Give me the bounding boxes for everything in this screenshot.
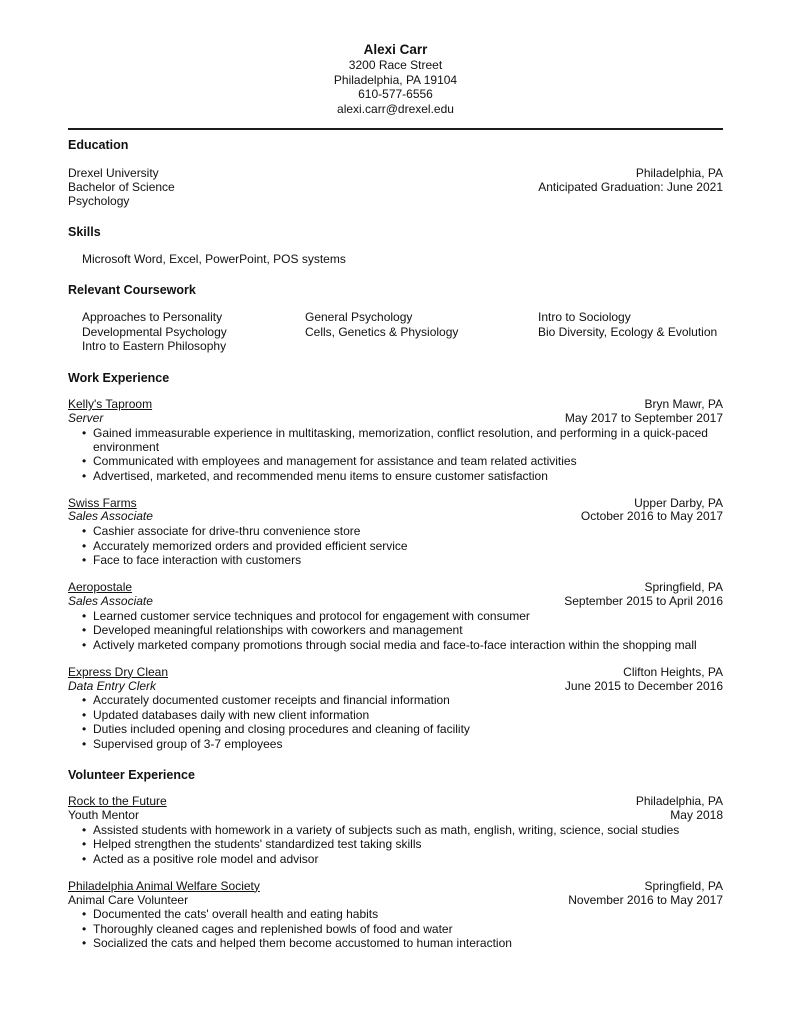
email-address: alexi.carr@drexel.edu — [337, 102, 454, 117]
person-name: Alexi Carr — [363, 42, 428, 57]
volunteer-dates: May 2018 — [670, 807, 723, 822]
section-heading-volunteer-experience: Volunteer Experience — [68, 767, 195, 782]
volunteer-bullet-list — [68, 824, 723, 867]
education-school: Drexel University — [68, 165, 159, 180]
contact-header — [68, 42, 723, 117]
job-dates: September 2015 to April 2016 — [564, 594, 723, 608]
volunteer-role: Animal Care Volunteer — [68, 892, 189, 907]
job-bullet: • Accurately memorized orders and provided efficient service — [82, 540, 723, 554]
job-bullet: • Supervised group of 3-7 employees — [82, 738, 723, 752]
job-bullet: • Actively marketed company promotions through social media and face-to-face interaction within the shopping mall — [82, 639, 723, 653]
street-address: 3200 Race Street — [348, 57, 443, 72]
job-bullet-list — [68, 525, 723, 568]
volunteer-bullet-list — [68, 908, 723, 951]
coursework-item: General Psychology — [305, 310, 413, 325]
phone-number: 610-577-6556 — [358, 87, 433, 102]
job-bullet: • Gained immeasurable experience in multitasking, memorization, conflict resolution, and performing in a quick-paced environment — [82, 427, 723, 455]
job-bullet: • Advertised, marketed, and recommended menu items to ensure customer satisfaction — [82, 470, 723, 484]
skills-list: Microsoft Word, Excel, PowerPoint, POS systems — [82, 252, 346, 266]
education-graduation: Anticipated Graduation: June 2021 — [538, 179, 723, 194]
volunteer-dates: November 2016 to May 2017 — [568, 892, 723, 907]
job-bullet: • Developed meaningful relationships with coworkers and management — [82, 624, 723, 638]
job-role: Sales Associate — [68, 509, 153, 524]
volunteer-bullet: • Socialized the cats and helped them become accustomed to human interaction — [82, 937, 723, 951]
education-major: Psychology — [68, 193, 130, 208]
coursework-item: Intro to Eastern Philosophy — [82, 339, 227, 354]
job-location: Clifton Heights, PA — [623, 664, 723, 679]
job-bullet: • Face to face interaction with customers — [82, 554, 723, 568]
education-location: Philadelphia, PA — [635, 165, 723, 180]
job-company: Aeropostale — [68, 580, 133, 595]
job-company: Swiss Farms — [68, 495, 137, 510]
job-bullet: • Learned customer service techniques and protocol for engagement with consumer — [82, 610, 723, 624]
coursework-item: Approaches to Personality — [82, 310, 223, 325]
volunteer-location: Springfield, PA — [644, 878, 723, 893]
volunteer-bullet: • Helped strengthen the students' standardized test taking skills — [82, 838, 723, 852]
section-heading-education: Education — [68, 138, 129, 153]
city-state-zip: Philadelphia, PA 19104 — [333, 72, 458, 87]
job-company: Kelly's Taproom — [68, 397, 153, 412]
job-location: Bryn Mawr, PA — [644, 397, 723, 412]
volunteer-location: Philadelphia, PA — [635, 794, 723, 809]
job-bullet-list — [68, 694, 723, 751]
section-heading-coursework: Relevant Coursework — [68, 282, 196, 297]
job-role: Sales Associate — [68, 594, 153, 608]
volunteer-bullet: • Assisted students with homework in a variety of subjects such as math, english, writing, science, social studies — [82, 824, 723, 838]
coursework-columns — [68, 311, 723, 354]
job-bullet: • Cashier associate for drive-thru convenience store — [82, 525, 723, 539]
coursework-item: Intro to Sociology — [538, 310, 631, 325]
job-role: Server — [68, 411, 104, 426]
job-location: Springfield, PA — [644, 580, 723, 595]
job-company: Express Dry Clean — [68, 664, 169, 679]
job-bullet: • Updated databases daily with new client information — [82, 709, 723, 723]
job-bullet-list — [68, 427, 723, 484]
job-bullet: • Duties included opening and closing procedures and cleaning of facility — [82, 723, 723, 737]
coursework-column-2 — [305, 311, 538, 354]
header-divider — [68, 128, 723, 130]
job-role: Data Entry Clerk — [68, 678, 157, 693]
coursework-item: Cells, Genetics & Physiology — [305, 324, 459, 339]
job-dates: October 2016 to May 2017 — [580, 509, 723, 524]
volunteer-role: Youth Mentor — [68, 807, 139, 822]
coursework-item: Bio Diversity, Ecology & Evolution — [538, 324, 718, 339]
section-heading-work-experience: Work Experience — [68, 370, 170, 385]
education-degree: Bachelor of Science — [68, 179, 175, 194]
job-entry-aeropostale — [68, 581, 723, 653]
job-bullet: • Communicated with employees and management for assistance and team related activities — [82, 455, 723, 469]
volunteer-entry-rock-to-the-future — [68, 795, 723, 867]
job-entry-kellys-taproom — [68, 398, 723, 483]
section-heading-skills: Skills — [68, 224, 101, 239]
job-bullet: • Accurately documented customer receipts and financial information — [82, 694, 723, 708]
volunteer-organization: Rock to the Future — [68, 794, 167, 809]
coursework-item: Developmental Psychology — [82, 324, 227, 339]
coursework-column-3 — [538, 311, 723, 354]
job-dates: May 2017 to September 2017 — [564, 411, 723, 426]
job-entry-express-dry-clean — [68, 666, 723, 752]
job-bullet-list — [68, 610, 723, 653]
education-entry — [68, 167, 723, 209]
coursework-column-1 — [82, 311, 305, 354]
volunteer-bullet: • Thoroughly cleaned cages and replenished bowls of food and water — [82, 923, 723, 937]
volunteer-organization: Philadelphia Animal Welfare Society — [68, 878, 260, 893]
job-location: Upper Darby, PA — [634, 495, 723, 510]
volunteer-entry-philadelphia-animal-welfare-society — [68, 880, 723, 952]
job-dates: June 2015 to December 2016 — [564, 678, 723, 693]
volunteer-bullet: • Documented the cats' overall health and eating habits — [82, 908, 723, 922]
volunteer-bullet: • Acted as a positive role model and advisor — [82, 853, 723, 867]
job-entry-swiss-farms — [68, 497, 723, 569]
